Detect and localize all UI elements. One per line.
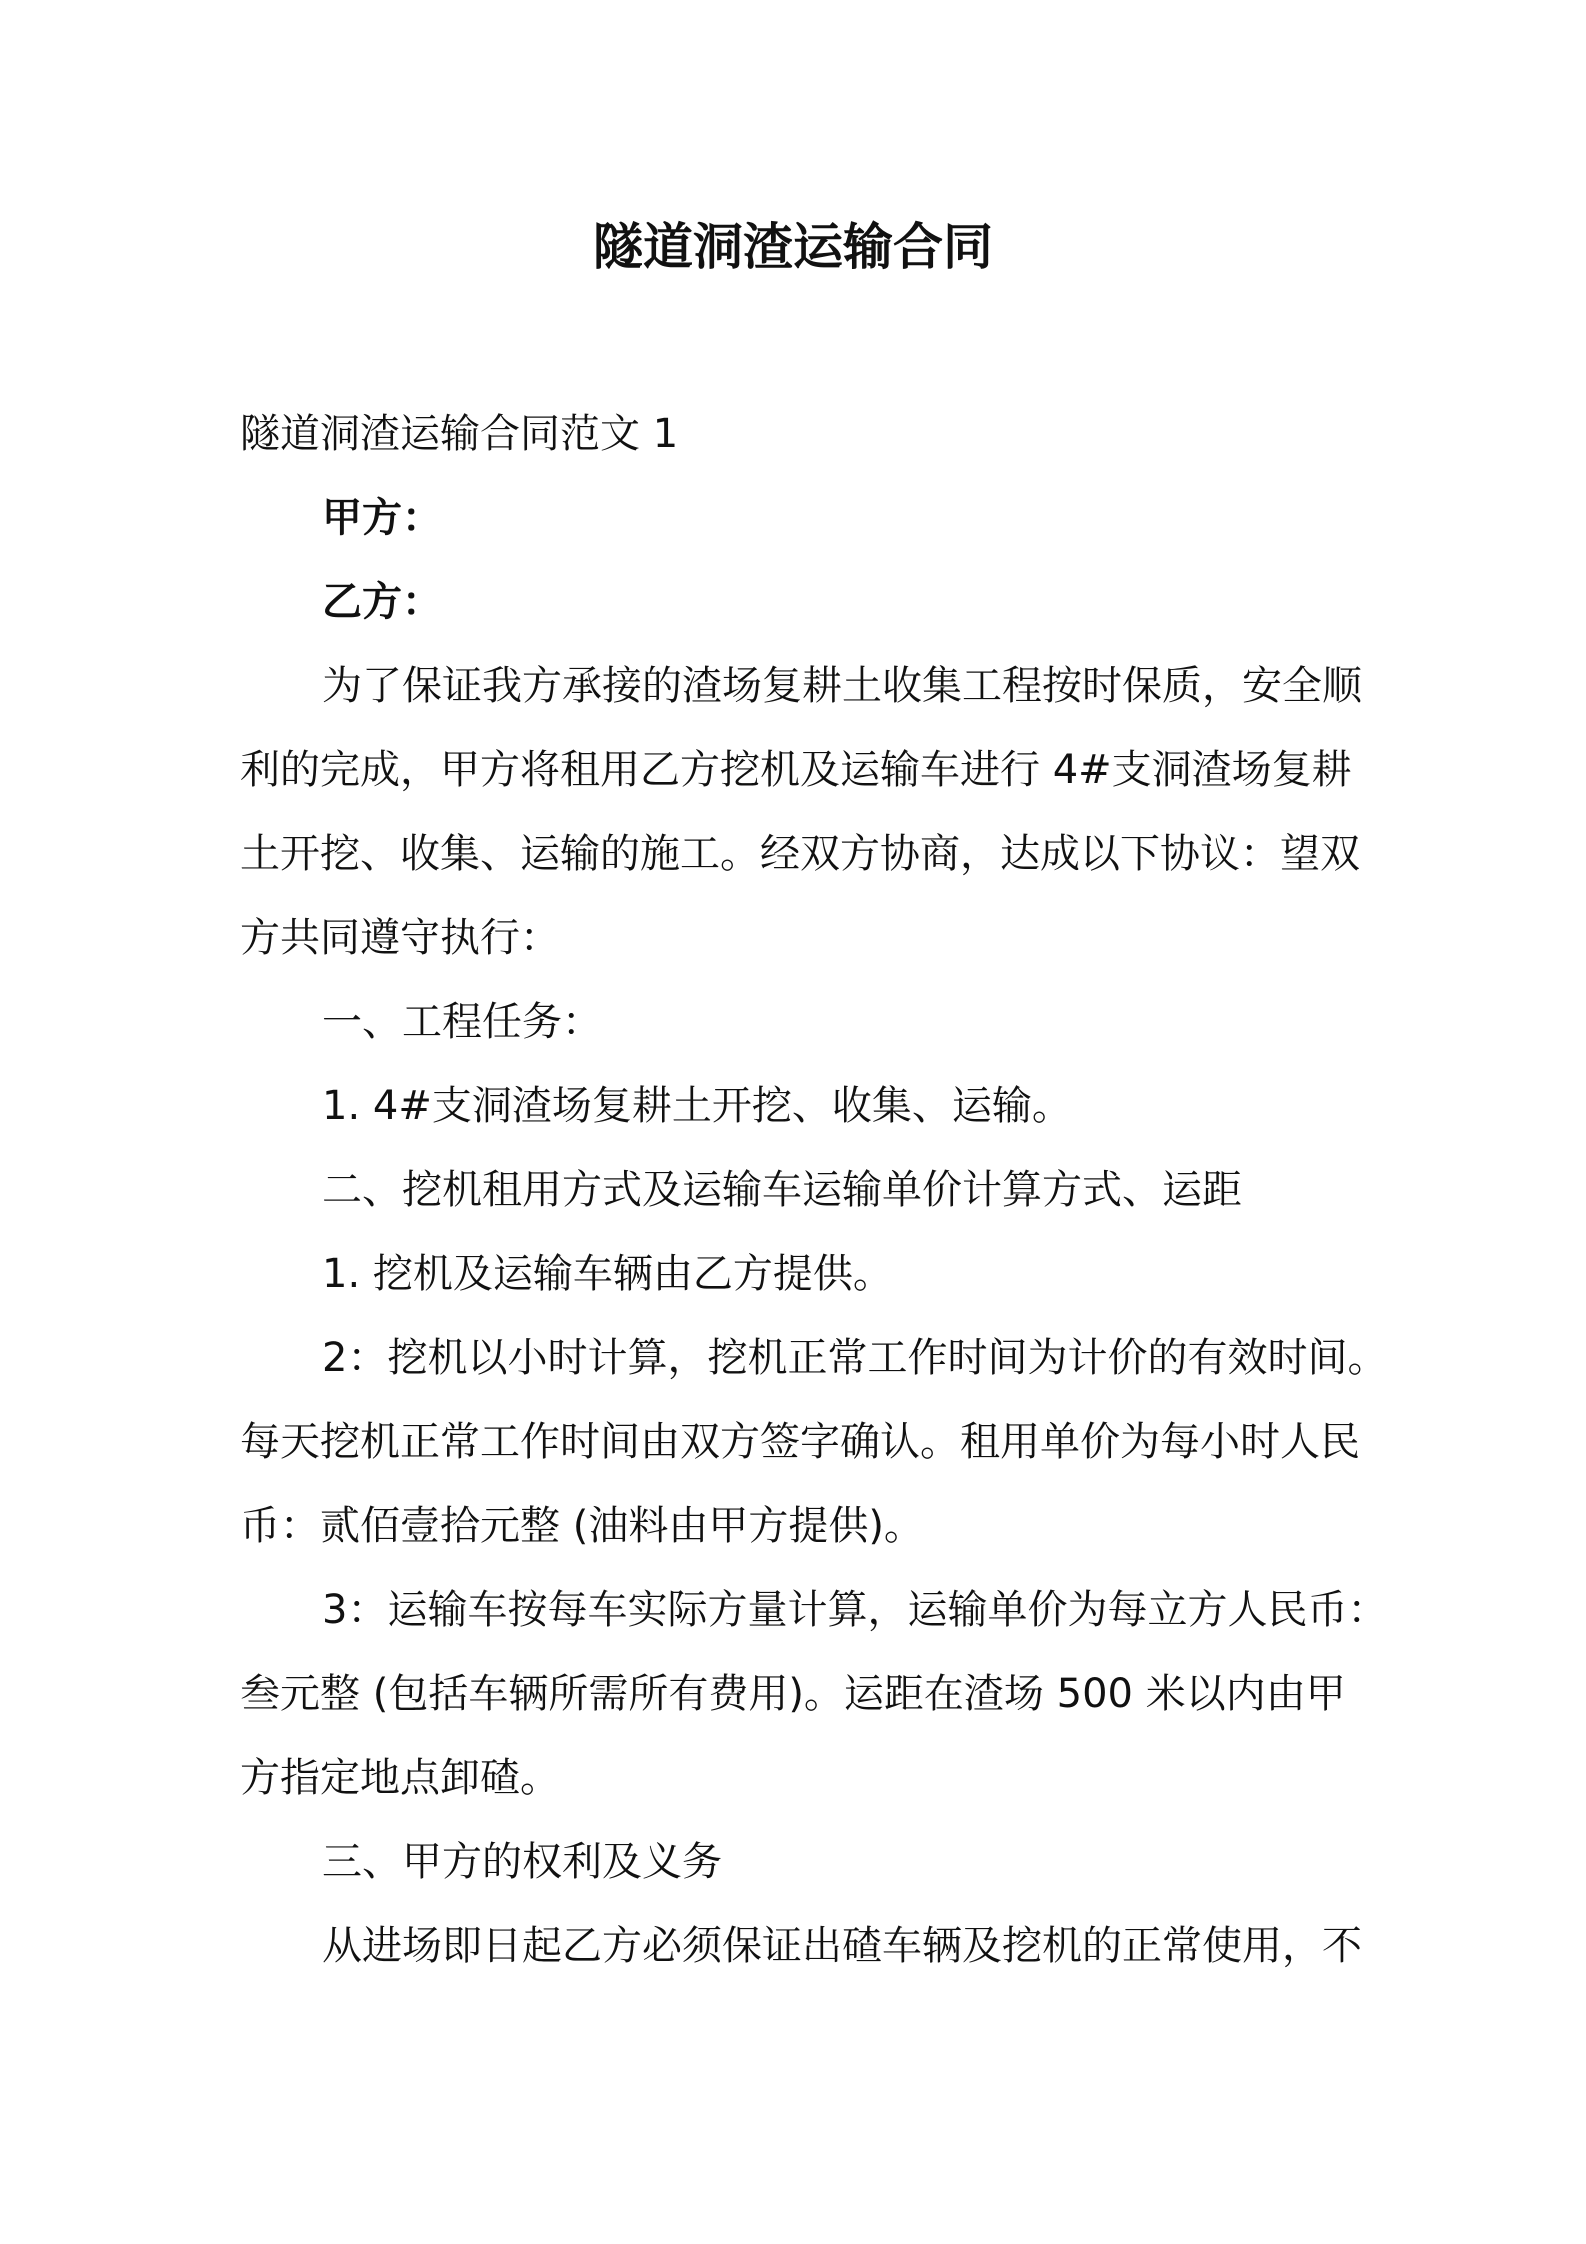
section2-item3-line-3: 方指定地点卸碴。 <box>240 1755 560 1801</box>
section2-item2-line-1: 2：挖机以小时计算，挖机正常工作时间为计价的有效时间。 <box>322 1335 1388 1381</box>
section2-item1: 1. 挖机及运输车辆由乙方提供。 <box>322 1251 893 1297</box>
party-b-label: 乙方： <box>322 579 442 625</box>
section1-heading: 一、工程任务： <box>322 999 602 1045</box>
section3-para-line-1: 从进场即日起乙方必须保证出碴车辆及挖机的正常使用，不 <box>322 1923 1362 1969</box>
intro-line-2: 利的完成，甲方将租用乙方挖机及运输车进行 4#支洞渣场复耕 <box>240 747 1352 793</box>
section2-item3-line-2: 叁元整 (包括车辆所需所有费用)。运距在渣场 500 米以内由甲 <box>240 1671 1346 1717</box>
section2-item3-line-1: 3：运输车按每车实际方量计算，运输单价为每立方人民币： <box>322 1587 1388 1633</box>
intro-line-4: 方共同遵守执行： <box>240 915 560 961</box>
intro-line-1: 为了保证我方承接的渣场复耕土收集工程按时保质，安全顺 <box>322 663 1362 709</box>
document-title: 隧道洞渣运输合同 <box>593 218 993 276</box>
section3-heading: 三、甲方的权利及义务 <box>322 1839 722 1885</box>
section2-item2-line-2: 每天挖机正常工作时间由双方签字确认。租用单价为每小时人民 <box>240 1419 1360 1465</box>
party-a-label: 甲方： <box>322 495 442 541</box>
section2-item2-line-3: 币：贰佰壹拾元整 (油料由甲方提供)。 <box>240 1503 924 1549</box>
section2-heading: 二、挖机租用方式及运输车运输单价计算方式、运距 <box>322 1167 1242 1213</box>
document-subtitle: 隧道洞渣运输合同范文 1 <box>240 411 679 457</box>
section1-item1: 1. 4#支洞渣场复耕土开挖、收集、运输。 <box>322 1083 1072 1129</box>
intro-line-3: 土开挖、收集、运输的施工。经双方协商，达成以下协议：望双 <box>240 831 1360 877</box>
